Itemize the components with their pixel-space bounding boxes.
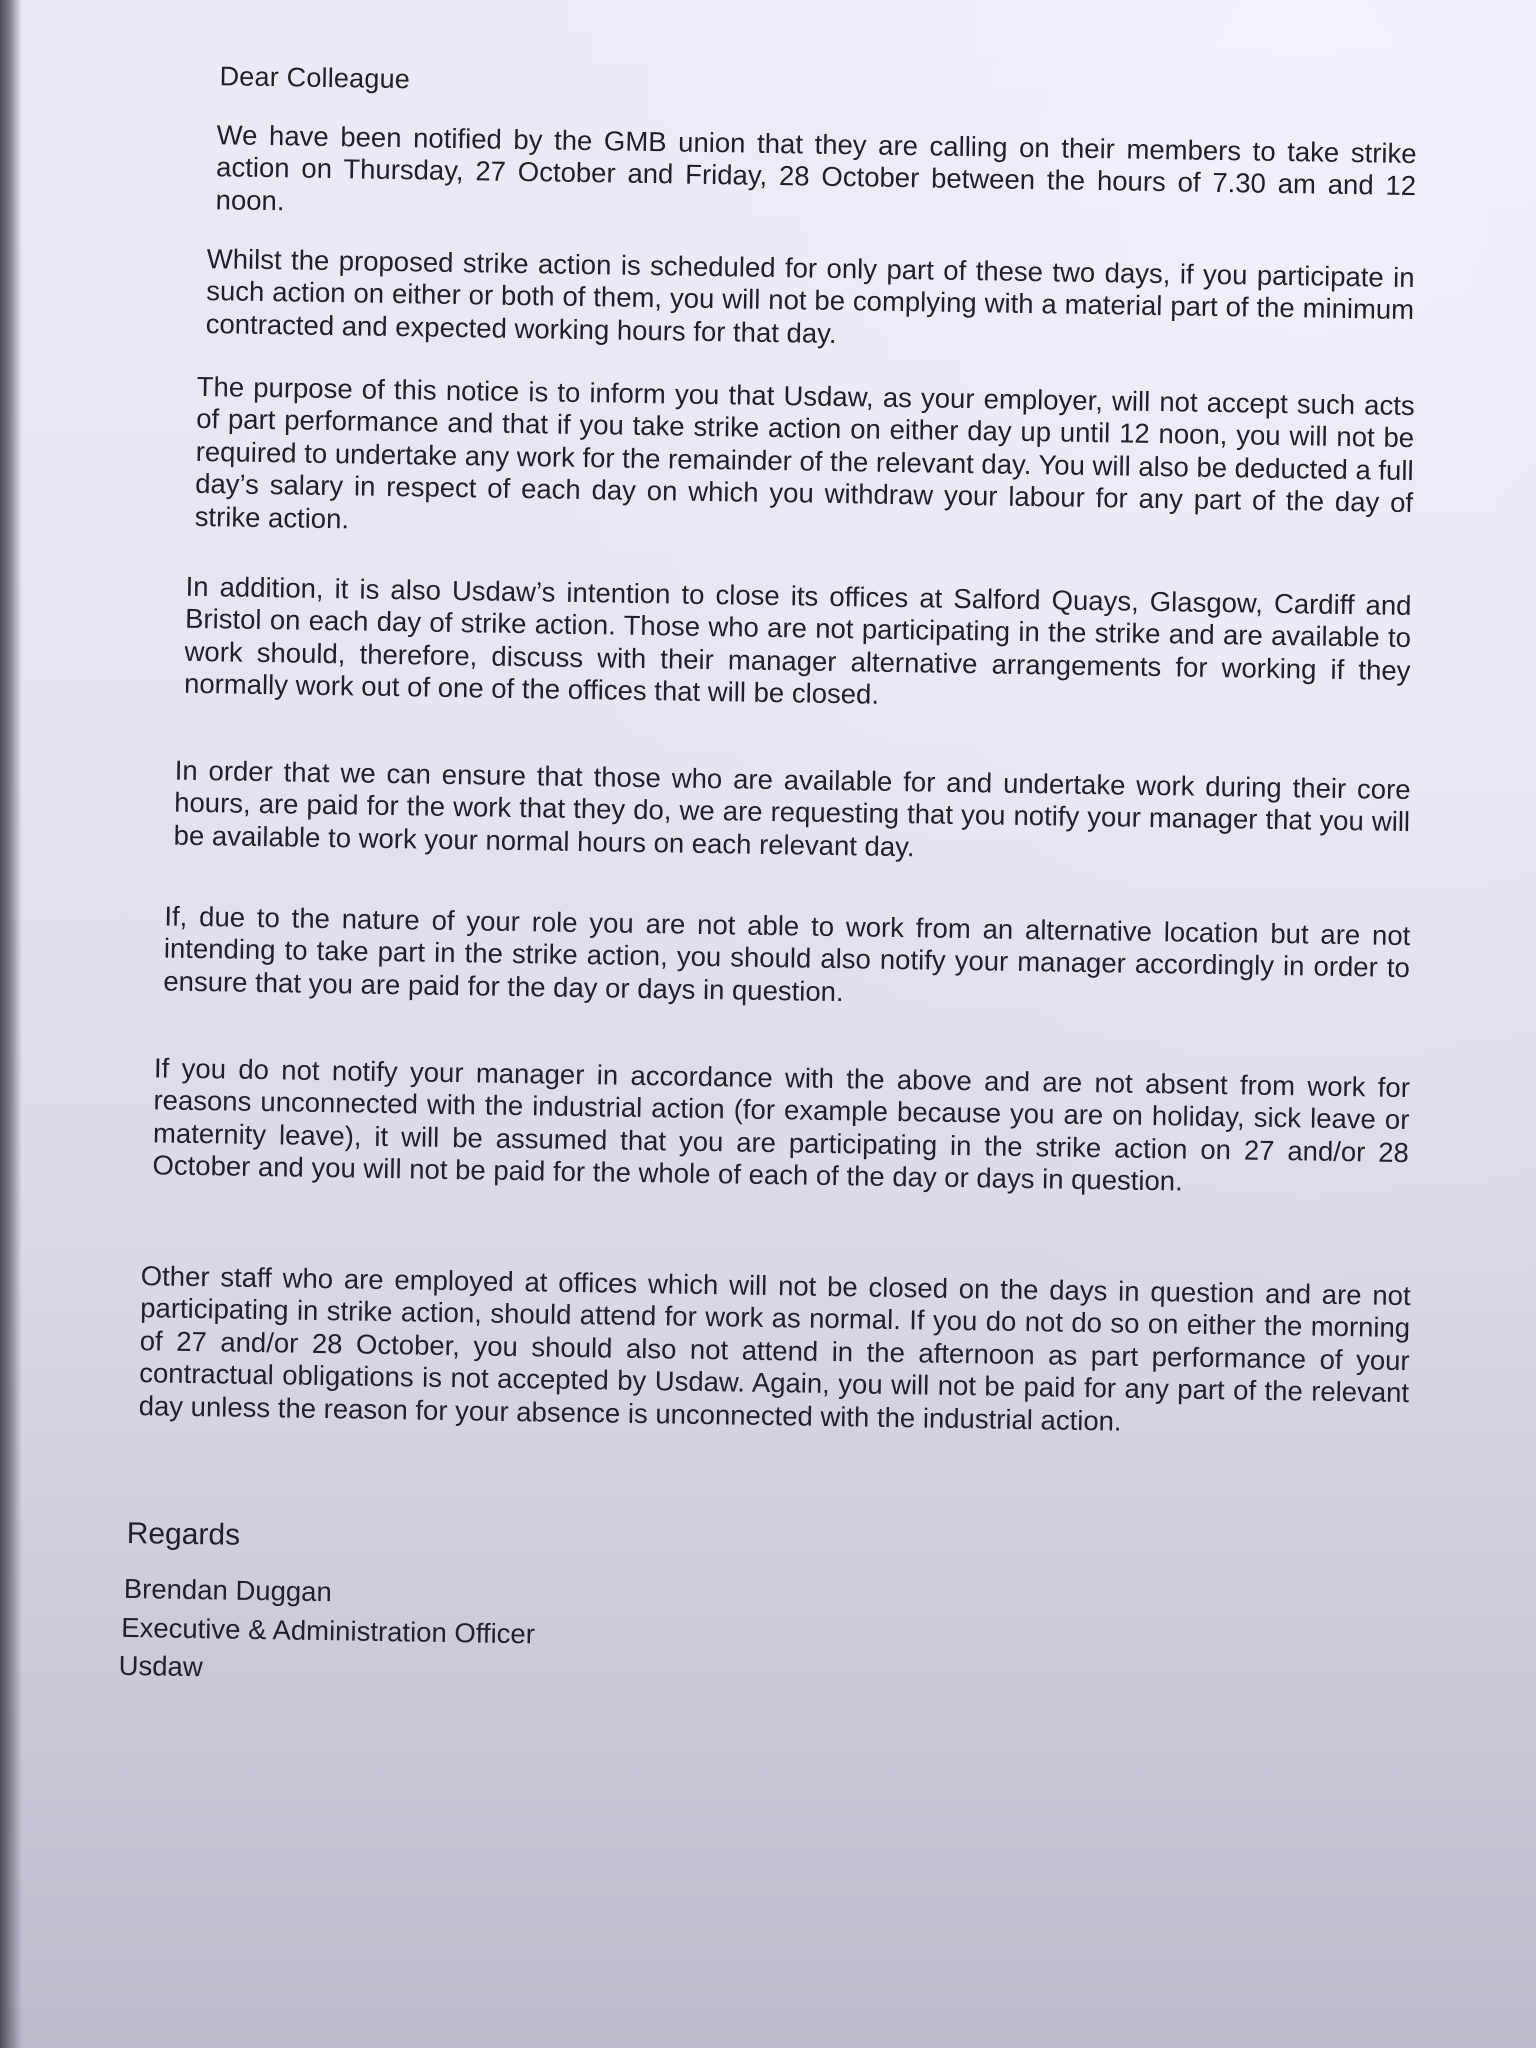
salutation: Dear Colleague xyxy=(219,61,411,95)
signatory-name: Brendan Duggan xyxy=(123,1572,333,1608)
paragraph-assumed-participation: If you do not notify your manager in accordance with the above and are not absent from work for reasons unconnected with the industrial action (for example because you are on holiday, sick leave or maternity leave), it will be assumed that you are participating in the strike action on 27 and/or 28 October and you will not be paid for the whole of each of the day or days in question. xyxy=(152,1052,1411,1197)
closing-regards: Regards xyxy=(126,1516,241,1552)
letter-body xyxy=(118,52,1449,1683)
organisation-name: Usdaw xyxy=(118,1649,203,1683)
paragraph-other-staff: Other staff who are employed at offices which will not be closed on the days in question and are not participating in strike action, should attend for work as normal. If you do not do so on either the morning of 27 and/or 28 October, you should also not attend in the afternoon as part performance of your contractual obligations is not accepted by Usdaw. Again, you will not be paid for any part of the relevant day unless the reason for your absence is unconnected with the industrial action. xyxy=(138,1260,1411,1437)
paragraph-strike-notice: We have been notified by the GMB union that they are calling on their members to take strike action on Thursday, 27 October and Friday, 28 October between the hours of 7.30 am and 12 noon. xyxy=(215,119,1417,217)
paragraph-alternative-location: If, due to the nature of your role you are not able to work from an alternative location but are not intending to take part in the strike action, you should also notify your manager accordingly in order to ensure that you are paid for the day or days in question. xyxy=(163,900,1411,1008)
signatory-title: Executive & Administration Officer xyxy=(121,1611,536,1650)
paragraph-office-closures: In addition, it is also Usdaw’s intention to close its offices at Salford Quays, Glasgow, Cardiff and Bristol on each day of strike action. Those who are not participating in the strike and are available to work should, therefore, discuss with their manager alternative arrangements for working if they normally work out of one of the offices that will be closed. xyxy=(183,570,1412,710)
page-edge-shadow xyxy=(0,0,22,2048)
paragraph-notify-availability: In order that we can ensure that those who are available for and undertake work during their core hours, are paid for the work that they do, we are requesting that you notify your manager that you will be available to work your normal hours on each relevant day. xyxy=(173,754,1411,863)
paragraph-part-performance: The purpose of this notice is to inform you that Usdaw, as your employer, will not accept such acts of part performance and that if you take strike action on either day up until 12 noon, you will not be required to undertake any work for the remainder of the relevant day. You will also be deducted a full day’s salary in respect of each day on which you withdraw your labour for any part of the day of strike action. xyxy=(194,370,1415,535)
paragraph-part-day: Whilst the proposed strike action is scheduled for only part of these two days, if you participate in such action on either or both of them, you will not be complying with a material part of the minimum contracted and expected working hours for that day. xyxy=(205,243,1415,349)
